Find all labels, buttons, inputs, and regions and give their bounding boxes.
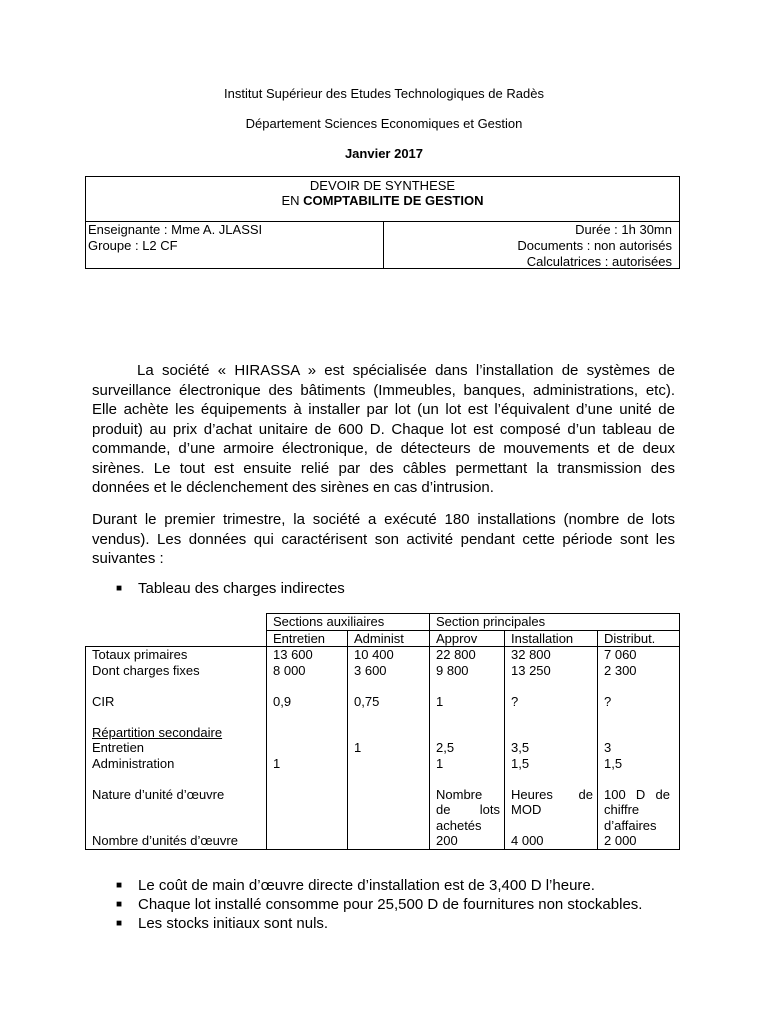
col-administ: Administ [348, 630, 430, 647]
nature-installation: Heures de MOD [511, 786, 593, 817]
col-distribut: Distribut. [598, 630, 680, 647]
nature-approv: Nombre de lots achetés [436, 786, 500, 833]
table-row [86, 694, 680, 710]
nature-distribution: 100 D de chiffre d’affaires [604, 786, 670, 833]
bullet-square-icon: ■ [116, 880, 123, 891]
table-column-header-row [86, 630, 680, 647]
cell: 3 600 [348, 663, 430, 679]
col-installation: Installation [505, 630, 598, 647]
cell: 1 [267, 756, 348, 772]
cell: 13 250 [505, 663, 598, 679]
table-row [86, 647, 680, 663]
cell: 8 000 [267, 663, 348, 679]
indirect-costs-table [85, 613, 680, 850]
cell: 10 400 [348, 647, 430, 663]
col-approv: Approv [430, 630, 505, 647]
bullet-text: Chaque lot installé consomme pour 25,500 D de fournitures non stockables. [138, 896, 643, 913]
cell: 7 060 [598, 647, 680, 663]
cell [267, 740, 348, 756]
group: Groupe : L2 CF [88, 238, 178, 253]
department-name: Département Sciences Economiques et Gestion [245, 116, 523, 131]
bullet-square-icon: ■ [116, 899, 123, 910]
bullet-text: Les stocks initiaux sont nuls. [138, 915, 329, 932]
bullet-square-icon: ■ [116, 918, 123, 929]
cell: 3 [598, 740, 680, 756]
cell: 13 600 [267, 647, 348, 663]
row-label: Nombre d’unités d’œuvre [86, 833, 267, 849]
cell: ? [598, 694, 680, 710]
exam-date: Janvier 2017 [344, 146, 424, 161]
context-paragraph: Durant le premier trimestre, la société a exécuté 180 installations (nombre de lots vendus). Les données qui caractérisent son activité pendant cette période sont les suivantes : [92, 511, 675, 567]
table-row [86, 756, 680, 772]
cell: 1 [430, 756, 505, 772]
cell: 3,5 [505, 740, 598, 756]
exam-subject-line [86, 193, 679, 208]
cell: 32 800 [505, 647, 598, 663]
row-label: Administration [86, 756, 267, 772]
cell: 1 [430, 694, 505, 710]
row-label: Entretien [86, 740, 267, 756]
group-main-header: Section principales [430, 614, 680, 631]
cell: 0,75 [348, 694, 430, 710]
duration: Durée : 1h 30mn [575, 222, 672, 237]
cell: 4 000 [505, 833, 598, 849]
exam-title-box [85, 176, 680, 222]
spacer-row [86, 709, 680, 725]
cell: 0,9 [267, 694, 348, 710]
cell: 2,5 [430, 740, 505, 756]
row-label: Dont charges fixes [86, 663, 267, 679]
spacer-row [86, 771, 680, 787]
cell: 2 000 [598, 833, 680, 849]
subject-name: COMPTABILITE DE GESTION [303, 193, 484, 208]
table-row [86, 663, 680, 679]
group-aux-header: Sections auxiliaires [267, 614, 430, 631]
table-row [86, 787, 680, 803]
cell: 9 800 [430, 663, 505, 679]
cell: ? [505, 694, 598, 710]
subject-prefix: EN [281, 193, 304, 208]
col-entretien: Entretien [267, 630, 348, 647]
cell: 1 [348, 740, 430, 756]
exam-info-right [384, 221, 677, 268]
bullet-text: Le coût de main d’œuvre directe d’installation est de 3,400 D l’heure. [138, 877, 595, 894]
bullet-square-icon: ■ [116, 583, 123, 594]
cell [348, 756, 430, 772]
table-row [86, 725, 680, 741]
table-row [86, 833, 680, 849]
row-label: Nature d’unité d’œuvre [86, 787, 267, 803]
table-group-header-row [86, 614, 680, 631]
calculators-rule: Calculatrices : autorisées [526, 254, 672, 269]
cell: 200 [430, 833, 505, 849]
cell: 22 800 [430, 647, 505, 663]
documents-rule: Documents : non autorisés [517, 238, 672, 253]
spacer-row [86, 678, 680, 694]
cell: 1,5 [598, 756, 680, 772]
row-label: Totaux primaires [86, 647, 267, 663]
row-label: CIR [86, 694, 267, 710]
exam-title: DEVOIR DE SYNTHESE [309, 178, 456, 193]
exam-info-box [85, 221, 680, 269]
bullet-text: Tableau des charges indirectes [138, 580, 345, 597]
cell: 2 300 [598, 663, 680, 679]
table-row [86, 740, 680, 756]
repartition-label: Répartition secondaire [92, 724, 223, 740]
teacher: Enseignante : Mme A. JLASSI [88, 222, 263, 237]
institute-name: Institut Supérieur des Etudes Technologiques de Radès [224, 86, 544, 101]
exam-info-left [86, 221, 384, 268]
cell: 1,5 [505, 756, 598, 772]
intro-paragraph: La société « HIRASSA » est spécialisée dans l’installation de systèmes de surveillance électronique des bâtiments (Immeubles, banques, administrations, etc). Elle achète les équipements à installer par lot (un lot est l’équivalent d’une unité de produit) au prix d’achat unitaire de 600 D. Chaque lot est composé d’un tableau de commande, d’une armoire électronique, de détecteurs de mouvements et de deux sirènes. Le tout est ensuite relié par des câbles permettant la transmission des données et le déclenchement des sirènes en cas d’intrusion. [92, 362, 675, 496]
